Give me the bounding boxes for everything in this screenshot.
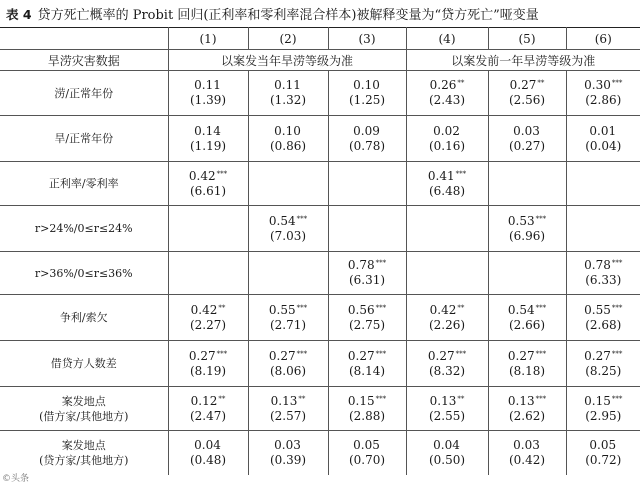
t-statistic: (2.95) [585,408,622,423]
data-cell [488,431,566,475]
coefficient-value: 0.78 [347,258,375,272]
data-cell [406,116,488,162]
significance-stars: ** [457,79,465,87]
t-statistic: (2.26) [428,317,466,332]
row-label-line: 争利/索欠 [59,311,108,324]
coefficient [567,394,640,409]
data-cell [328,431,406,475]
row-label [0,116,168,162]
coefficient-value: 0.55 [584,302,611,317]
t-statistic: (2.68) [585,317,622,332]
t-statistic: (2.62) [508,408,546,423]
row-label [0,252,168,295]
coefficient [329,349,406,364]
coefficient-value: 0.12 [190,393,218,408]
coefficient-value: 0.27 [509,78,537,92]
t-statistic: (0.72) [585,452,622,467]
data-cell [566,431,640,475]
row-label-line: 旱/正常年份 [54,132,114,145]
data-cell [328,116,406,162]
table-row [0,162,640,206]
coefficient [169,438,248,453]
data-cell [168,341,248,387]
t-statistic: (0.27) [508,138,546,153]
t-statistic: (1.25) [348,93,386,107]
data-cell [168,295,248,341]
data-cell [488,206,566,252]
significance-stars: *** [535,349,547,358]
data-cell [488,162,566,206]
t-statistic: (1.39) [189,93,227,107]
coefficient-value: 0.03 [513,123,540,138]
table-row [0,341,640,387]
t-statistic: (0.78) [348,138,386,153]
data-cell [248,71,328,116]
t-statistic: (6.61) [189,183,227,198]
significance-stars: *** [611,303,623,312]
table-row [0,431,640,475]
t-statistic: (8.19) [189,363,227,378]
coefficient [329,303,406,318]
table-row [0,206,640,252]
significance-stars: *** [375,259,387,267]
significance-stars: *** [216,349,228,358]
data-cell [566,206,640,252]
t-statistic: (2.56) [508,93,546,107]
coefficient-value: 0.02 [433,123,460,138]
t-statistic: (2.55) [428,408,466,423]
column-number: (1) [168,28,248,50]
row-label-line: 案发地点 [61,438,106,452]
t-statistic: (0.86) [269,138,307,153]
t-statistic: (0.04) [585,138,622,153]
coefficient-value: 0.04 [433,437,460,452]
data-cell [168,162,248,206]
coefficient [249,78,328,93]
significance-stars: *** [535,303,547,312]
coefficient-value: 0.53 [507,213,535,228]
significance-stars: *** [455,349,467,358]
coefficient [407,303,488,318]
row-label-line: 正利率/零利率 [48,177,119,190]
t-statistic: (0.48) [189,452,227,467]
coefficient [329,78,406,93]
row-label [0,71,168,116]
t-statistic: (8.32) [428,363,466,378]
row-label-line: 借贷方人数差 [50,357,117,370]
coefficient-value: 0.27 [188,348,216,363]
coefficient-value: 0.13 [507,393,535,408]
t-statistic: (8.18) [508,363,546,378]
coefficient-value: 0.55 [268,302,296,317]
coefficient-value: 0.27 [347,348,375,363]
coefficient [567,78,640,93]
coefficient [169,349,248,364]
data-cell [566,295,640,341]
data-cell [406,341,488,387]
data-cell [566,387,640,431]
data-cell [488,387,566,431]
corner-cell [0,28,168,50]
coefficient [249,438,328,453]
coefficient-value: 0.10 [353,78,380,92]
column-number: (5) [488,28,566,50]
table-row [0,71,640,116]
data-cell [406,252,488,295]
data-cell [248,116,328,162]
data-cell [328,252,406,295]
t-statistic: (2.27) [189,317,227,332]
table-number: 表 4 [6,7,32,22]
data-cell [248,206,328,252]
column-number: (4) [406,28,488,50]
coefficient-value: 0.27 [268,348,296,363]
group-header-left: 以案发当年旱涝等级为准 [168,50,406,71]
significance-stars: *** [296,214,308,223]
coefficient [489,394,566,409]
coefficient-value: 0.13 [429,393,457,408]
data-cell [168,206,248,252]
t-statistic: (1.19) [189,138,227,153]
coefficient-value: 0.10 [274,123,301,138]
t-statistic: (6.33) [585,273,622,287]
table-row [0,387,640,431]
data-cell [328,387,406,431]
coefficient-value: 0.11 [194,78,221,92]
significance-stars: *** [611,259,623,267]
data-cell [248,295,328,341]
coefficient-value: 0.05 [353,437,380,452]
coefficient-value: 0.54 [268,213,296,228]
row-label [0,295,168,341]
coefficient [567,438,640,453]
t-statistic: (8.06) [269,363,307,378]
coefficient [407,349,488,364]
coefficient-value: 0.15 [347,393,375,408]
data-cell [248,387,328,431]
row-label [0,431,168,475]
coefficient [567,303,640,318]
t-statistic: (8.25) [585,363,622,378]
coefficient [249,214,328,229]
table-row [0,252,640,295]
data-cell [488,252,566,295]
significance-stars: *** [535,394,547,403]
data-cell [406,206,488,252]
t-statistic: (2.88) [348,408,386,423]
coefficient [169,303,248,318]
data-cell [488,116,566,162]
data-cell [488,341,566,387]
group-header-row [0,50,640,71]
coefficient [407,394,488,409]
significance-stars: ** [218,303,226,312]
t-statistic: (2.47) [189,408,227,423]
significance-stars: ** [457,303,465,312]
row-label [0,341,168,387]
t-statistic: (0.42) [508,452,546,467]
coefficient-value: 0.13 [270,393,298,408]
data-cell [328,206,406,252]
coefficient [249,124,328,139]
t-statistic: (6.96) [508,228,546,243]
significance-stars: *** [375,303,387,312]
t-statistic: (6.48) [428,183,466,198]
t-statistic: (1.32) [269,93,307,107]
coefficient [407,78,488,93]
data-cell [328,341,406,387]
table-row [0,295,640,341]
data-cell [566,71,640,116]
row-label [0,387,168,431]
coefficient-value: 0.30 [584,78,611,92]
data-cell [328,162,406,206]
data-cell [328,295,406,341]
row-label-line: (贷方家/其他地方) [39,453,129,467]
data-cell [248,162,328,206]
coefficient [169,78,248,93]
coefficient [249,394,328,409]
table-row [0,116,640,162]
data-cell [406,387,488,431]
coefficient [407,124,488,139]
row-label-line: r>36%/0≤r≤36% [34,266,133,280]
row-label-line: (借方家/其他地方) [39,409,129,423]
coefficient [329,394,406,409]
t-statistic: (7.03) [269,228,307,243]
coefficient-value: 0.56 [347,302,375,317]
t-statistic: (0.16) [428,138,466,153]
coefficient [407,169,488,184]
coefficient [489,214,566,229]
data-cell [566,252,640,295]
coefficient [169,124,248,139]
coefficient-value: 0.27 [427,348,455,363]
coefficient-value: 0.14 [194,123,221,138]
t-statistic: (2.86) [585,93,622,107]
coefficient [169,394,248,409]
coefficient-value: 0.03 [513,437,540,452]
coefficient [249,349,328,364]
t-statistic: (6.31) [348,273,386,287]
coefficient-value: 0.27 [507,348,535,363]
coefficient [489,349,566,364]
row-label-line: r>24%/0≤r≤24% [34,222,133,235]
significance-stars: ** [218,394,226,403]
significance-stars: *** [611,349,623,358]
data-cell [566,116,640,162]
row-label-line: 案发地点 [61,394,106,408]
coefficient-value: 0.42 [190,302,218,317]
data-cell [488,295,566,341]
significance-stars: ** [457,394,465,403]
coefficient-value: 0.04 [194,437,221,452]
coefficient-value: 0.42 [188,168,216,183]
coefficient [329,438,406,453]
coefficient-value: 0.41 [427,168,455,183]
t-statistic: (2.66) [508,317,546,332]
watermark: ©头条 [2,474,30,484]
coefficient-value: 0.15 [584,393,611,408]
table-title: 贷方死亡概率的 Probit 回归(正利率和零利率混合样本)被解释变量为“贷方死亡”哑变量 [37,8,539,23]
coefficient [567,258,640,273]
data-cell [168,71,248,116]
coefficient [489,78,566,93]
t-statistic: (0.50) [428,452,466,467]
significance-stars: ** [298,394,306,403]
data-cell [168,252,248,295]
data-cell [488,71,566,116]
coefficient [407,438,488,453]
data-cell [406,431,488,475]
coefficient [489,124,566,139]
group-header-right: 以案发前一年旱涝等级为准 [406,50,640,71]
t-statistic: (0.39) [269,452,307,467]
data-cell [406,71,488,116]
row-label [0,162,168,206]
coefficient-value: 0.42 [429,302,457,317]
row-label-line: 涝/正常年份 [54,86,114,100]
significance-stars: *** [296,303,308,312]
t-statistic: (2.75) [348,317,386,332]
t-statistic: (8.14) [348,363,386,378]
coefficient-value: 0.03 [274,437,301,452]
significance-stars: *** [611,79,623,87]
data-cell [168,387,248,431]
significance-stars: *** [216,169,228,178]
column-number-row [0,28,640,50]
coefficient-value: 0.27 [584,348,611,363]
data-cell [248,341,328,387]
coefficient-value: 0.54 [507,302,535,317]
coefficient-value: 0.01 [589,123,617,138]
coefficient-value: 0.09 [353,123,380,138]
data-cell [566,162,640,206]
column-number: (2) [248,28,328,50]
data-cell [566,341,640,387]
data-cell [406,162,488,206]
significance-stars: *** [455,169,467,178]
coefficient [489,438,566,453]
coefficient [249,303,328,318]
coefficient [489,303,566,318]
table-caption [6,4,636,23]
coefficient [169,169,248,184]
coefficient-value: 0.78 [584,258,611,272]
coefficient [567,124,640,139]
t-statistic: (0.70) [348,452,386,467]
column-number: (3) [328,28,406,50]
significance-stars: *** [296,349,308,358]
significance-stars: *** [611,394,623,403]
data-cell [248,252,328,295]
regression-table [0,27,640,475]
group-header-label: 旱涝灾害数据 [47,53,120,68]
coefficient-value: 0.11 [274,78,301,92]
coefficient-value: 0.26 [429,78,457,92]
data-cell [248,431,328,475]
data-cell [328,71,406,116]
t-statistic: (2.71) [269,317,307,332]
coefficient [329,124,406,139]
row-label [0,206,168,252]
data-cell [168,431,248,475]
significance-stars: *** [535,214,547,223]
t-statistic: (2.57) [269,408,307,423]
t-statistic: (2.43) [428,93,466,107]
data-cell [406,295,488,341]
coefficient [567,349,640,364]
significance-stars: *** [375,394,387,403]
coefficient-value: 0.05 [589,437,617,452]
data-cell [168,116,248,162]
column-number: (6) [566,28,640,50]
coefficient [329,258,406,273]
significance-stars: ** [537,79,545,87]
significance-stars: *** [375,349,387,358]
